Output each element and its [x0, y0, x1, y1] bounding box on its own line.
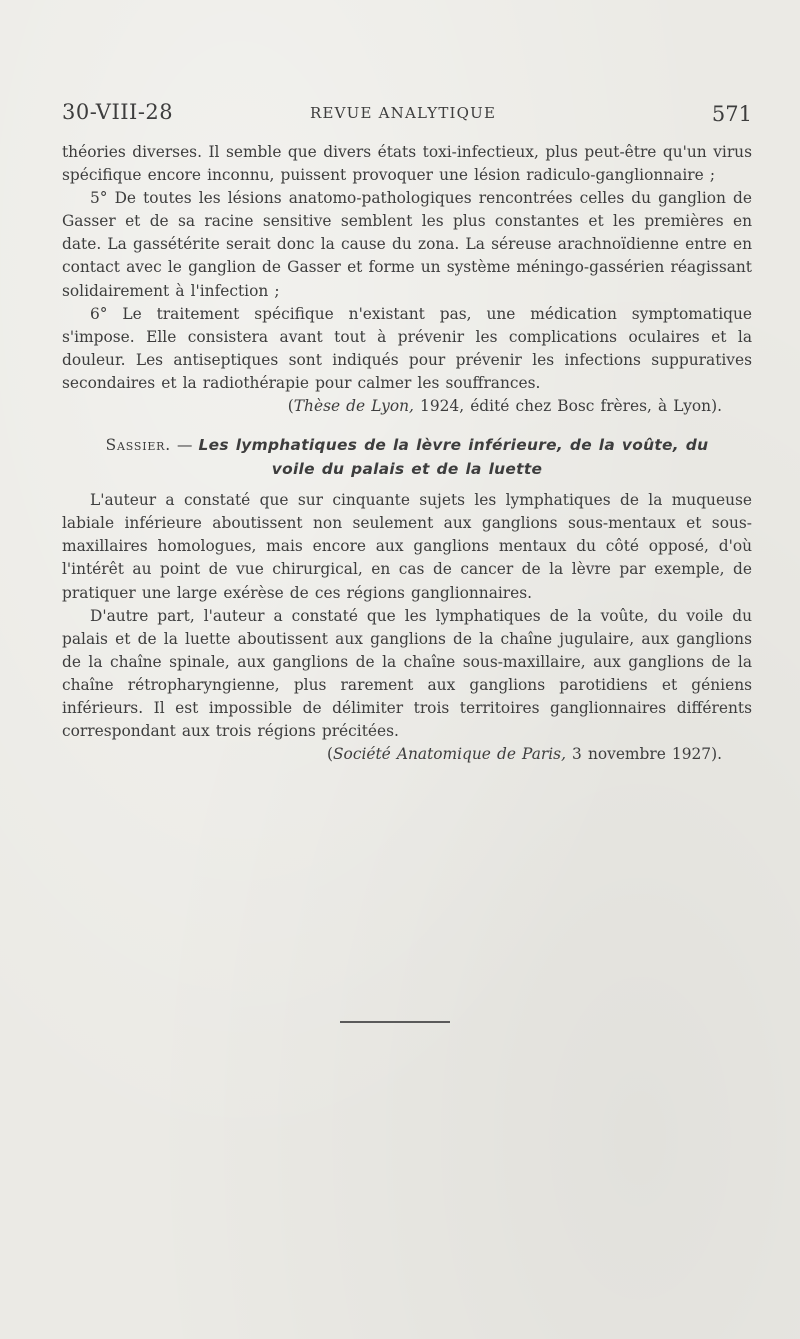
article-author: Sassier.: [105, 436, 171, 455]
citation-thesis-details: 1924, édité chez Bosc frères, à Lyon).: [413, 397, 722, 416]
article-title-line-1: Les lymphatiques de la lèvre inférieure, de la voûte, du: [198, 436, 709, 455]
paragraph-point-5: 5° De toutes les lésions anatomo-pathologiques rencontrées celles du ganglion de Gasser et de sa racine sensitive semblent les plus constantes et les premières en date. La gassétérite serait donc la cause du zona. La séreuse arachnoïdienne entre en contact avec le ganglion de Gasser et forme un système méningo-gassérien réagissant solidairement à l'infection ;: [62, 189, 752, 300]
article-title-line-2: voile du palais et de la luette: [271, 460, 543, 479]
citation-society-details: 3 novembre 1927).: [565, 745, 722, 764]
issue-date: 30-VIII-28: [62, 100, 174, 124]
citation-society-source: Société Anatomique de Paris,: [333, 745, 566, 764]
section-divider: [340, 1021, 450, 1023]
citation-thesis-source: Thèse de Lyon,: [293, 397, 414, 416]
page-header: [62, 100, 752, 130]
paragraph-point-6: 6° Le traitement spécifique n'existant pas, une médication symptomatique s'impose. Elle consistera avant tout à prévenir les complications oculaires et la douleur. Les antiseptiques sont indiqués pour prévenir les infections suppuratives secondaires et la radiothérapie pour calmer les souffrances.: [62, 304, 752, 392]
citation-society: (Société Anatomique de Paris, 3 novembre 1927).: [327, 745, 722, 764]
heading-dash: —: [170, 436, 199, 455]
article-heading: [62, 433, 752, 481]
article-body: [62, 141, 752, 766]
paragraph-continuation: théories diverses. Il semble que divers états toxi-infectieux, plus peut-être qu'un virus spécifique encore inconnu, puissent provoquer une lésion radiculo-ganglionnaire ;: [62, 143, 752, 185]
citation-thesis: (Thèse de Lyon, 1924, édité chez Bosc frères, à Lyon).: [287, 397, 722, 416]
journal-title: REVUE ANALYTIQUE: [310, 104, 497, 122]
paragraph-lip-lymphatics: L'auteur a constaté que sur cinquante sujets les lymphatiques de la muqueuse labiale inférieure aboutissent non seulement aux ganglions sous-mentaux et sous-maxillaires homologues, mais encore aux ganglions mentaux du côté opposé, d'où l'intérêt au point de vue chirurgical, en cas de cancer de la lèvre par exemple, de pratiquer une large exérèse de ces régions ganglionnaires.: [62, 491, 752, 602]
paragraph-palate-lymphatics: D'autre part, l'auteur a constaté que les lymphatiques de la voûte, du voile du palais et de la luette aboutissent aux ganglions de la chaîne jugulaire, aux ganglions de la chaîne spinale, aux ganglions de la chaîne sous-maxillaire, aux ganglions de la chaîne rétropharyngienne, plus rarement aux ganglions parotidiens et géniens inférieurs. Il est impossible de délimiter trois territoires ganglionnaires différents correspondant aux trois régions précitées.: [62, 606, 752, 741]
page-number: 571: [711, 102, 752, 126]
